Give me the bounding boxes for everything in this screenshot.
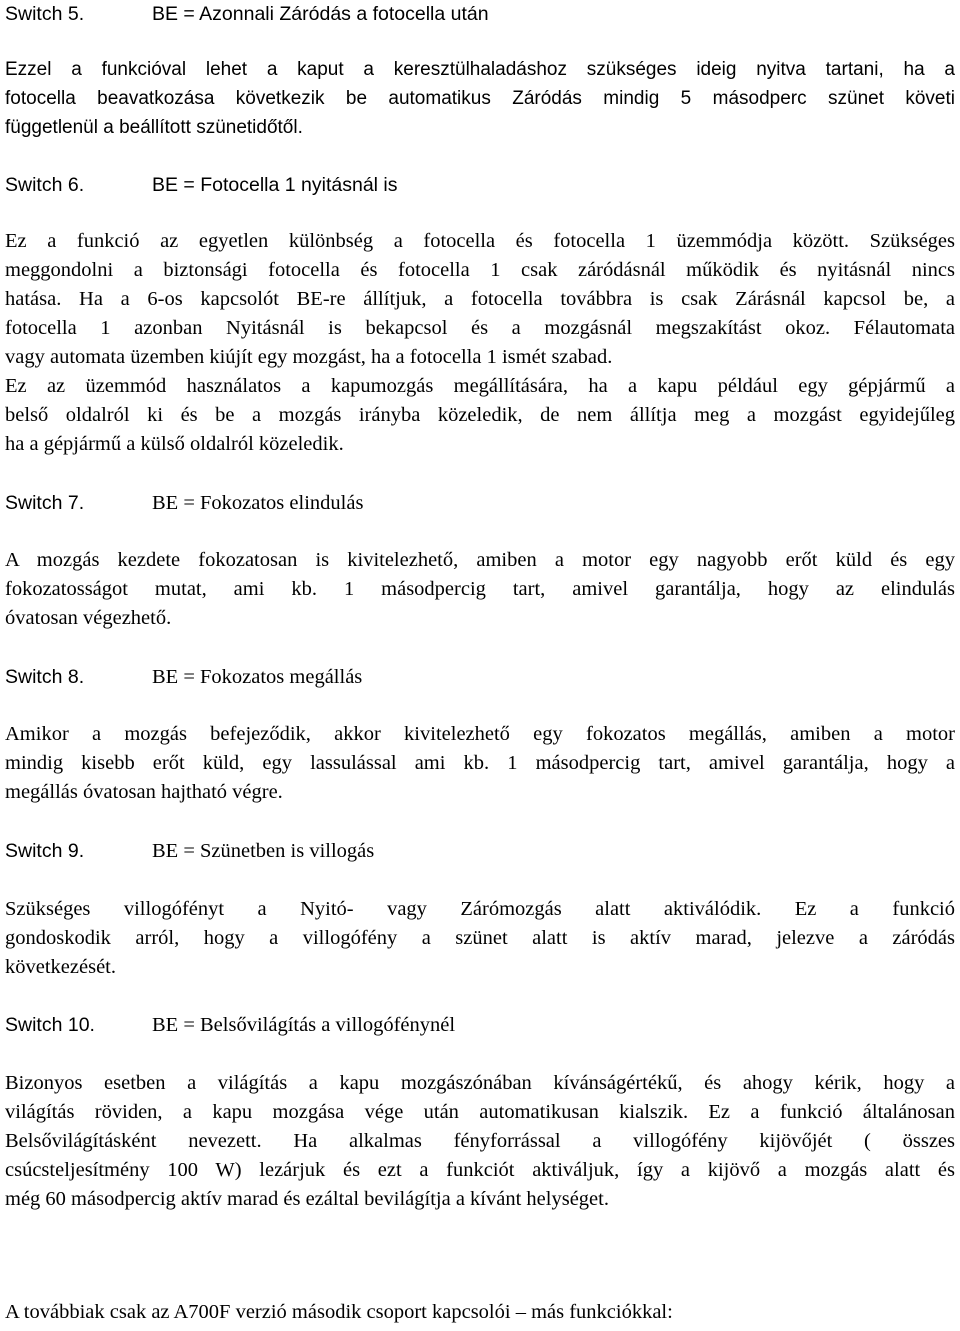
switch-title: BE = Szünetben is villogás bbox=[152, 840, 375, 862]
text-line: csúcsteljesítmény 100 W) lezárjuk és ezt a funkciót aktiváljuk, így a kijövő a mozgás alatt és bbox=[5, 1159, 955, 1181]
switch-7-description bbox=[5, 546, 955, 633]
switch-label: Switch 5. bbox=[5, 3, 85, 25]
text-line: Szükséges villogófényt a Nyitó- vagy Zárómozgás alatt aktiválódik. Ez a funkció bbox=[5, 898, 955, 920]
text-line: gondoskodik arról, hogy a villogófény a szünet alatt is aktív marad, jelezve a záródás bbox=[5, 927, 955, 949]
switch-title: BE = Fokozatos elindulás bbox=[152, 492, 364, 514]
switch-label: Switch 7. bbox=[5, 492, 85, 514]
switch-title: BE = Fokozatos megállás bbox=[152, 666, 363, 688]
text-line: fokozatosságot mutat, ami kb. 1 másodpercig tart, amivel garantálja, hogy az elindulás bbox=[5, 578, 955, 600]
switch-6-description bbox=[5, 227, 955, 459]
text-line: Ezzel a funkcióval lehet a kaput a keresztülhaladáshoz szükséges ideig nyitva tartani, ha a bbox=[5, 59, 955, 80]
text-line: Amikor a mozgás befejeződik, akkor kivitelezhető egy fokozatos megállás, amiben a motor bbox=[5, 723, 955, 745]
switch-5-description bbox=[5, 55, 955, 142]
switch-9-description bbox=[5, 895, 955, 982]
text-line: Belsővilágításként nevezett. Ha alkalmas fényforrással a villogófény kijövőjét ( összes bbox=[5, 1130, 955, 1152]
text-line: fotocella 1 azonban Nyitásnál is bekapcsol és a mozgásnál megszakítást okoz. Félautomata bbox=[5, 317, 955, 339]
text-line: függetlenül a beállított szünetidőtől. bbox=[5, 117, 303, 138]
text-line: mindig kisebb erőt küld, egy lassulással ami kb. 1 másodpercig tart, amivel garantálja, hogy a bbox=[5, 752, 955, 774]
switch-label: Switch 9. bbox=[5, 840, 85, 862]
text-line: fotocella beavatkozása következik be automatikus Záródás mindig 5 másodperc szünet követi bbox=[5, 88, 955, 109]
footer-note: A továbbiak csak az A700F verzió második csoport kapcsolói – más funkciókkal: bbox=[5, 1301, 673, 1323]
text-line: ha a gépjármű a külső oldalról közeledik. bbox=[5, 433, 344, 455]
text-line: meggondolni a biztonsági fotocella és fotocella 1 csak záródásnál működik és nyitásnál nincs bbox=[5, 259, 955, 281]
text-line: Bizonyos esetben a világítás a kapu mozgászónában kívánságértékű, és ahogy kérik, hogy a bbox=[5, 1072, 955, 1094]
text-line: megállás óvatosan hajtható végre. bbox=[5, 781, 283, 803]
text-line: Ez az üzemmód használatos a kapumozgás megállítására, ha a kapu például egy gépjármű a bbox=[5, 375, 955, 397]
switch-title: BE = Fotocella 1 nyitásnál is bbox=[152, 174, 398, 196]
text-line: óvatosan végezhető. bbox=[5, 607, 172, 629]
switch-label: Switch 10. bbox=[5, 1014, 95, 1036]
text-line: hatása. Ha a 6-os kapcsolót BE-re állítjuk, a fotocella továbbra is csak Zárásnál kapcsol be, a bbox=[5, 288, 955, 310]
switch-8-description bbox=[5, 720, 955, 807]
text-line: világítás röviden, a kapu mozgása vége után automatikusan kialszik. Ez a funkció általánosan bbox=[5, 1101, 955, 1123]
text-line: még 60 másodpercig aktív marad és ezáltal bevilágítja a kívánt helységet. bbox=[5, 1188, 609, 1210]
switch-label: Switch 6. bbox=[5, 174, 85, 196]
switch-10-description bbox=[5, 1069, 955, 1214]
switch-title: BE = Azonnali Záródás a fotocella után bbox=[152, 3, 489, 25]
switch-label: Switch 8. bbox=[5, 666, 85, 688]
switch-title: BE = Belsővilágítás a villogófénynél bbox=[152, 1014, 456, 1036]
text-line: következését. bbox=[5, 956, 116, 978]
text-line: A mozgás kezdete fokozatosan is kivitelezhető, amiben a motor egy nagyobb erőt küld és egy bbox=[5, 549, 955, 571]
text-line: vagy automata üzemben kiújít egy mozgást, ha a fotocella 1 ismét szabad. bbox=[5, 346, 613, 368]
text-line: belső oldalról ki és be a mozgás irányba közeledik, de nem állítja meg a mozgást egyidejűleg bbox=[5, 404, 955, 426]
text-line: Ez a funkció az egyetlen különbség a fotocella és fotocella 1 üzemmódja között. Szükséges bbox=[5, 230, 955, 252]
